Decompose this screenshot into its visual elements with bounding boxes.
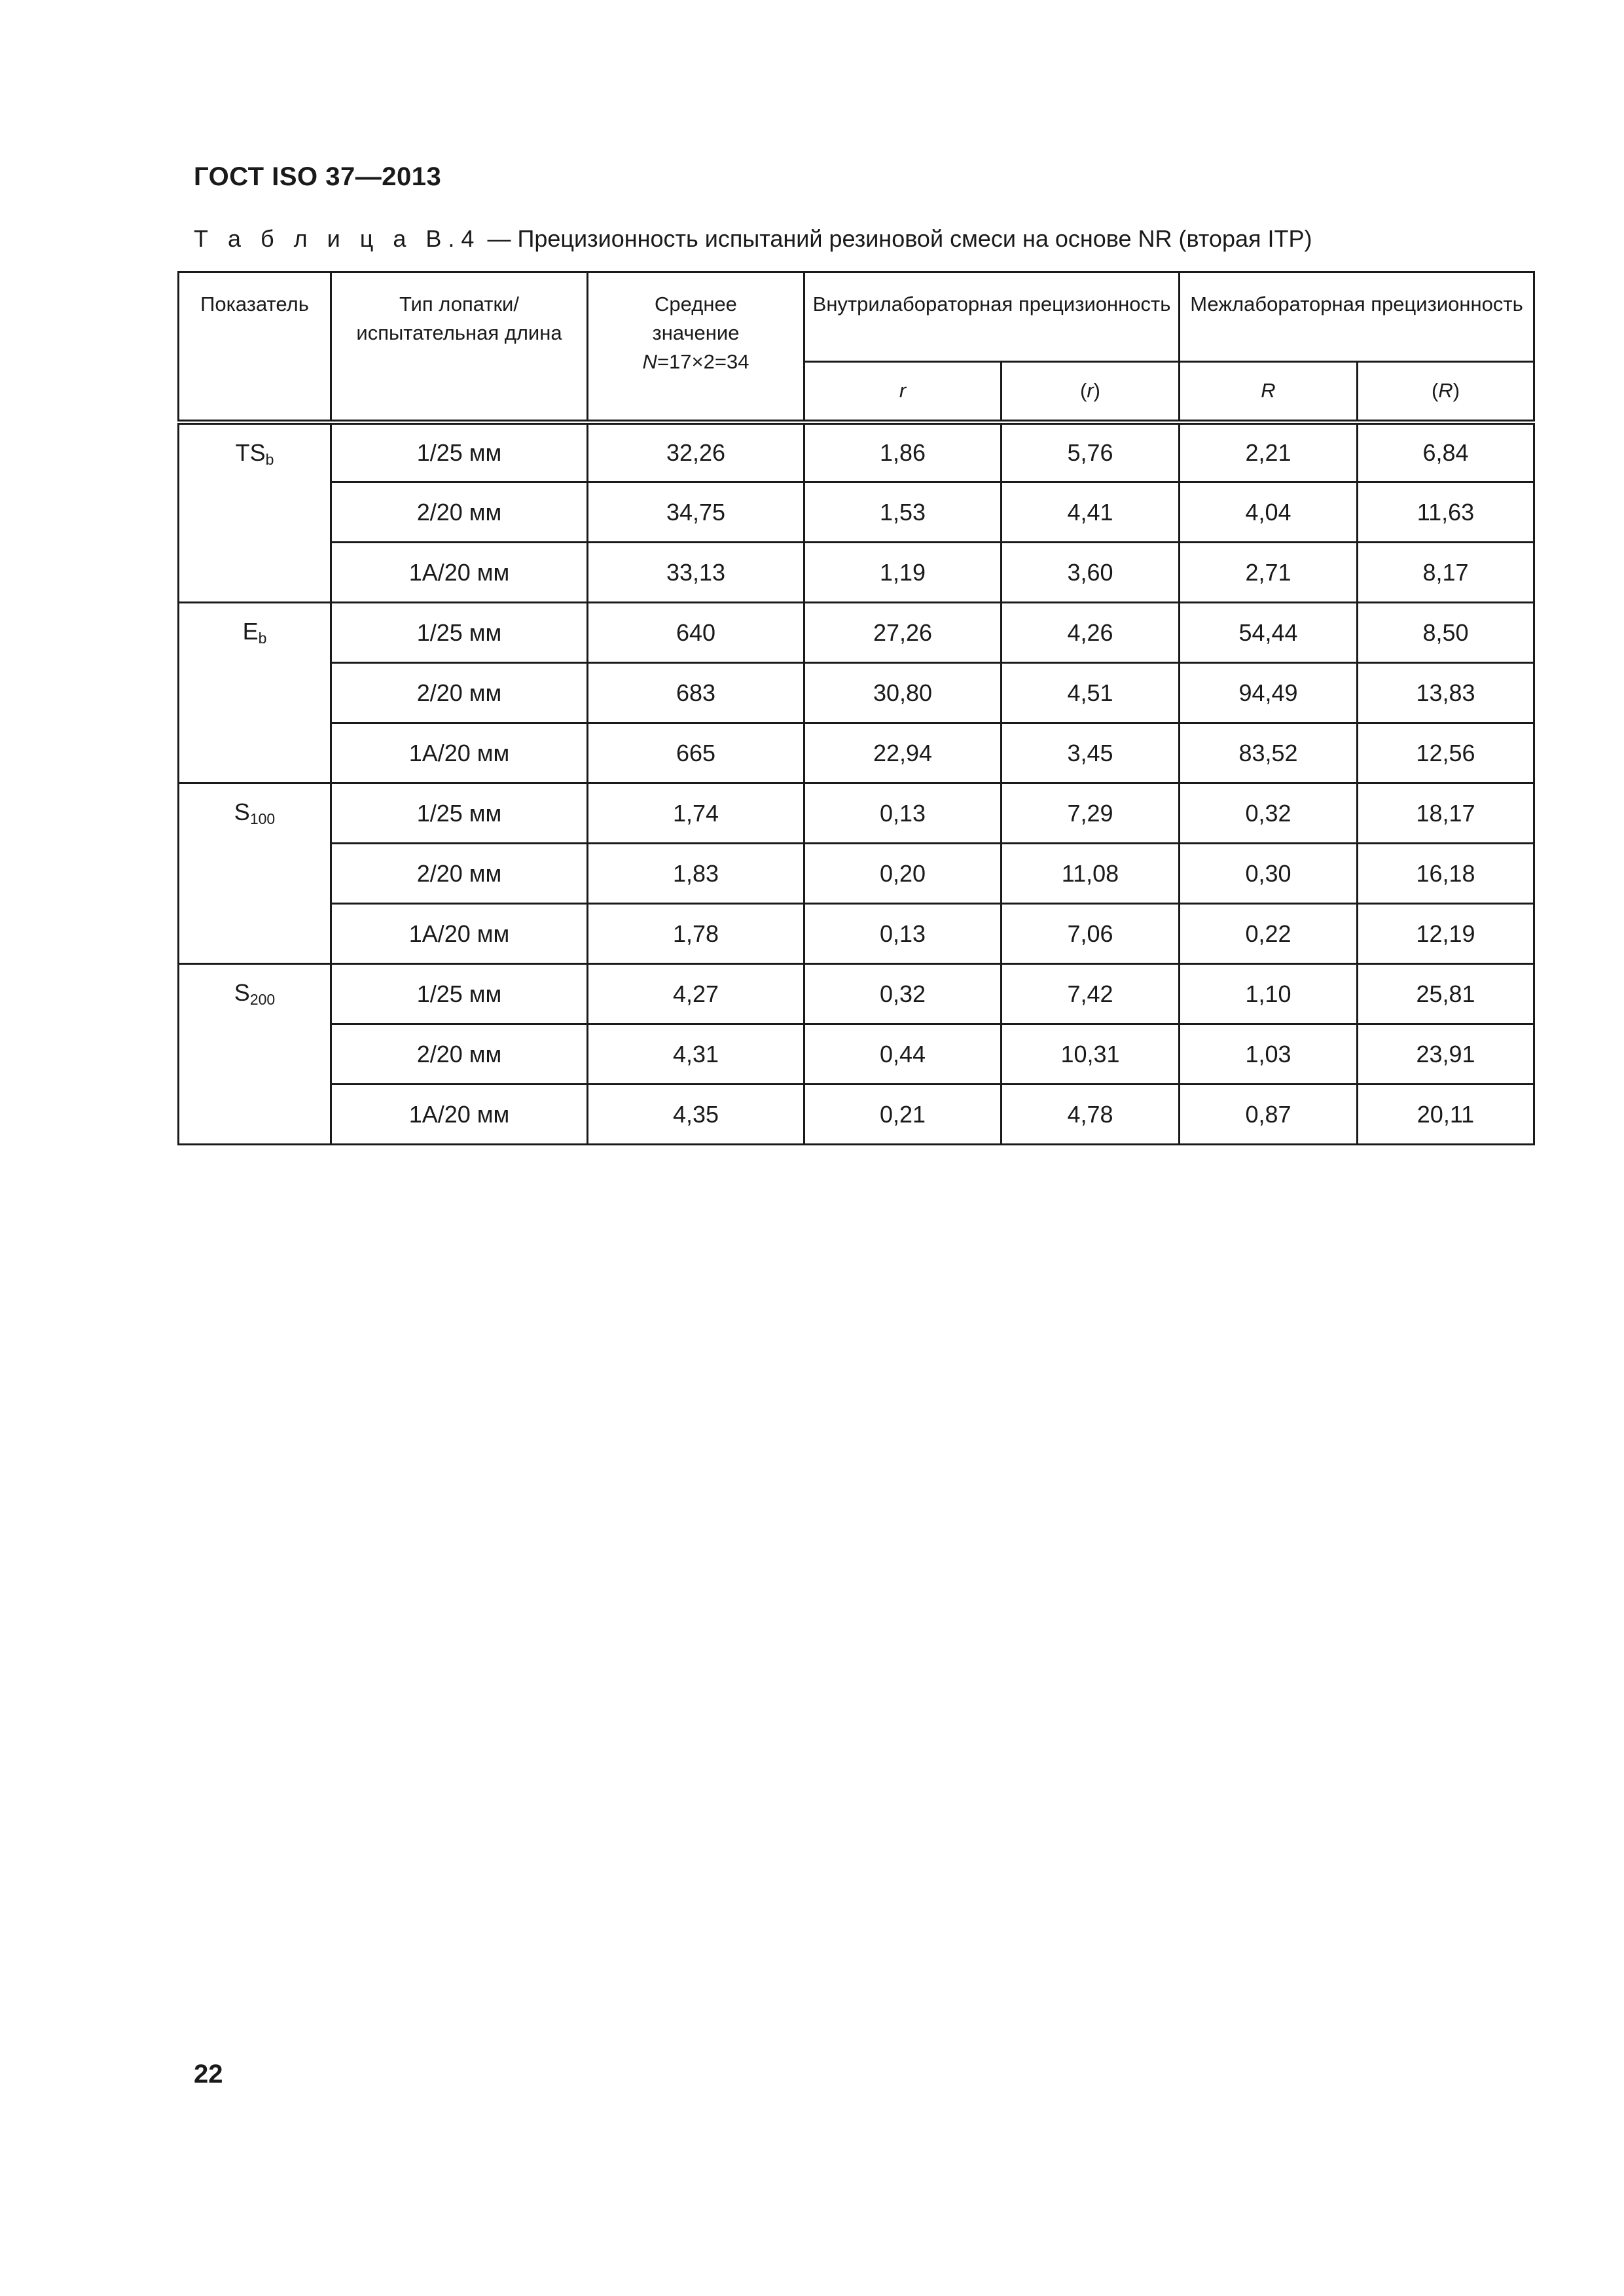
R-cell: 0,87: [1180, 1085, 1358, 1145]
header-mean-value: [588, 272, 804, 422]
r-relative-cell: 10,31: [1001, 1024, 1180, 1085]
page-number: 22: [194, 2060, 223, 2089]
R-cell: 2,21: [1180, 422, 1358, 482]
specimen-type-cell: 2/20 мм: [331, 1024, 588, 1085]
R-relative-cell: 18,17: [1358, 783, 1534, 844]
r-relative-cell: 3,60: [1001, 543, 1180, 603]
R-cell: 83,52: [1180, 723, 1358, 783]
R-relative-cell: 13,83: [1358, 663, 1534, 723]
R-cell: 0,32: [1180, 783, 1358, 844]
r-cell: 0,32: [804, 964, 1001, 1024]
indicator-subscript: 200: [249, 991, 276, 1008]
R-cell: 94,49: [1180, 663, 1358, 723]
r-relative-cell: 11,08: [1001, 844, 1180, 904]
r-cell: 0,21: [804, 1085, 1001, 1145]
header-r-relative-close: ): [1093, 379, 1100, 403]
r-cell: 1,86: [804, 422, 1001, 482]
header-indicator: Показатель: [179, 272, 331, 422]
header-R-relative-close: ): [1453, 379, 1460, 403]
specimen-type-cell: 2/20 мм: [331, 482, 588, 543]
R-cell: 0,30: [1180, 844, 1358, 904]
table-caption: [194, 225, 1312, 253]
header-R: R: [1180, 362, 1358, 422]
R-relative-cell: 6,84: [1358, 422, 1534, 482]
R-relative-cell: 23,91: [1358, 1024, 1534, 1085]
table-row: [179, 783, 1534, 844]
R-cell: 54,44: [1180, 603, 1358, 663]
r-relative-cell: 7,29: [1001, 783, 1180, 844]
header-interlab: Межлабораторная прецизионность: [1180, 272, 1534, 362]
header-mean-n: N: [642, 350, 657, 373]
r-cell: 0,13: [804, 904, 1001, 964]
indicator-symbol: S: [234, 798, 250, 825]
specimen-type-cell: 1/25 мм: [331, 964, 588, 1024]
header-mean-line1: Среднее: [655, 293, 737, 315]
specimen-type-cell: 1/25 мм: [331, 603, 588, 663]
mean-value-cell: 683: [588, 663, 804, 723]
table-row: [179, 904, 1534, 964]
R-relative-cell: 12,56: [1358, 723, 1534, 783]
indicator-subscript: b: [265, 450, 274, 468]
indicator-cell: [179, 964, 331, 1145]
specimen-type-cell: 2/20 мм: [331, 663, 588, 723]
mean-value-cell: 4,31: [588, 1024, 804, 1085]
mean-value-cell: 1,78: [588, 904, 804, 964]
indicator-cell: [179, 422, 331, 603]
r-relative-cell: 5,76: [1001, 422, 1180, 482]
indicator-cell: [179, 783, 331, 964]
precision-table: [177, 271, 1535, 1145]
specimen-type-cell: 1A/20 мм: [331, 1085, 588, 1145]
table-row: [179, 723, 1534, 783]
specimen-type-cell: 1/25 мм: [331, 783, 588, 844]
r-relative-cell: 7,42: [1001, 964, 1180, 1024]
header-specimen-type-line1: Тип лопатки/: [399, 293, 519, 315]
R-cell: 4,04: [1180, 482, 1358, 543]
R-relative-cell: 11,63: [1358, 482, 1534, 543]
table-row: [179, 663, 1534, 723]
R-relative-cell: 12,19: [1358, 904, 1534, 964]
table-row: [179, 543, 1534, 603]
document-header: ГОСТ ISO 37—2013: [194, 162, 442, 191]
R-cell: 1,10: [1180, 964, 1358, 1024]
r-cell: 27,26: [804, 603, 1001, 663]
r-cell: 30,80: [804, 663, 1001, 723]
R-relative-cell: 8,17: [1358, 543, 1534, 603]
r-relative-cell: 4,41: [1001, 482, 1180, 543]
r-cell: 22,94: [804, 723, 1001, 783]
mean-value-cell: 4,35: [588, 1085, 804, 1145]
table-row: [179, 603, 1534, 663]
specimen-type-cell: 1/25 мм: [331, 422, 588, 482]
mean-value-cell: 640: [588, 603, 804, 663]
mean-value-cell: 1,74: [588, 783, 804, 844]
table-caption-label: Т а б л и ц а В.4: [194, 225, 481, 252]
table-row: [179, 422, 1534, 482]
header-specimen-type-line2: испытательная длина: [356, 321, 562, 344]
R-relative-cell: 20,11: [1358, 1085, 1534, 1145]
indicator-subscript: 100: [249, 810, 276, 827]
r-cell: 1,53: [804, 482, 1001, 543]
R-cell: 0,22: [1180, 904, 1358, 964]
indicator-symbol: S: [234, 979, 250, 1006]
R-relative-cell: 8,50: [1358, 603, 1534, 663]
header-r-relative-open: (: [1080, 379, 1087, 403]
specimen-type-cell: 1A/20 мм: [331, 904, 588, 964]
header-R-relative: [1358, 362, 1534, 422]
header-mean-line2: значение: [652, 321, 740, 344]
mean-value-cell: 34,75: [588, 482, 804, 543]
table-body: [179, 422, 1534, 1145]
specimen-type-cell: 1A/20 мм: [331, 723, 588, 783]
table-row: [179, 1085, 1534, 1145]
indicator-cell: [179, 603, 331, 783]
r-relative-cell: 4,51: [1001, 663, 1180, 723]
r-relative-cell: 4,78: [1001, 1085, 1180, 1145]
header-R-relative-open: (: [1431, 379, 1439, 403]
header-specimen-type: [331, 272, 588, 422]
header-r: r: [804, 362, 1001, 422]
mean-value-cell: 4,27: [588, 964, 804, 1024]
r-relative-cell: 7,06: [1001, 904, 1180, 964]
header-mean-formula: =17×2=34: [657, 350, 749, 373]
mean-value-cell: 1,83: [588, 844, 804, 904]
indicator-symbol: E: [242, 618, 259, 645]
r-cell: 0,20: [804, 844, 1001, 904]
r-cell: 0,44: [804, 1024, 1001, 1085]
header-intralab: Внутрилабораторная прецизионность: [804, 272, 1180, 362]
header-R-relative-symbol: R: [1438, 379, 1453, 403]
table-row: [179, 1024, 1534, 1085]
R-relative-cell: 25,81: [1358, 964, 1534, 1024]
table-row: [179, 964, 1534, 1024]
specimen-type-cell: 2/20 мм: [331, 844, 588, 904]
r-relative-cell: 4,26: [1001, 603, 1180, 663]
mean-value-cell: 32,26: [588, 422, 804, 482]
mean-value-cell: 33,13: [588, 543, 804, 603]
r-cell: 0,13: [804, 783, 1001, 844]
table-caption-text: — Прецизионность испытаний резиновой смеси на основе NR (вторая ITP): [480, 225, 1312, 252]
r-relative-cell: 3,45: [1001, 723, 1180, 783]
R-relative-cell: 16,18: [1358, 844, 1534, 904]
header-r-relative-symbol: r: [1087, 379, 1094, 403]
r-cell: 1,19: [804, 543, 1001, 603]
mean-value-cell: 665: [588, 723, 804, 783]
table-row: [179, 844, 1534, 904]
indicator-subscript: b: [258, 630, 267, 647]
R-cell: 1,03: [1180, 1024, 1358, 1085]
table-row: [179, 482, 1534, 543]
header-r-relative: [1001, 362, 1180, 422]
R-cell: 2,71: [1180, 543, 1358, 603]
specimen-type-cell: 1A/20 мм: [331, 543, 588, 603]
indicator-symbol: TS: [235, 439, 266, 466]
